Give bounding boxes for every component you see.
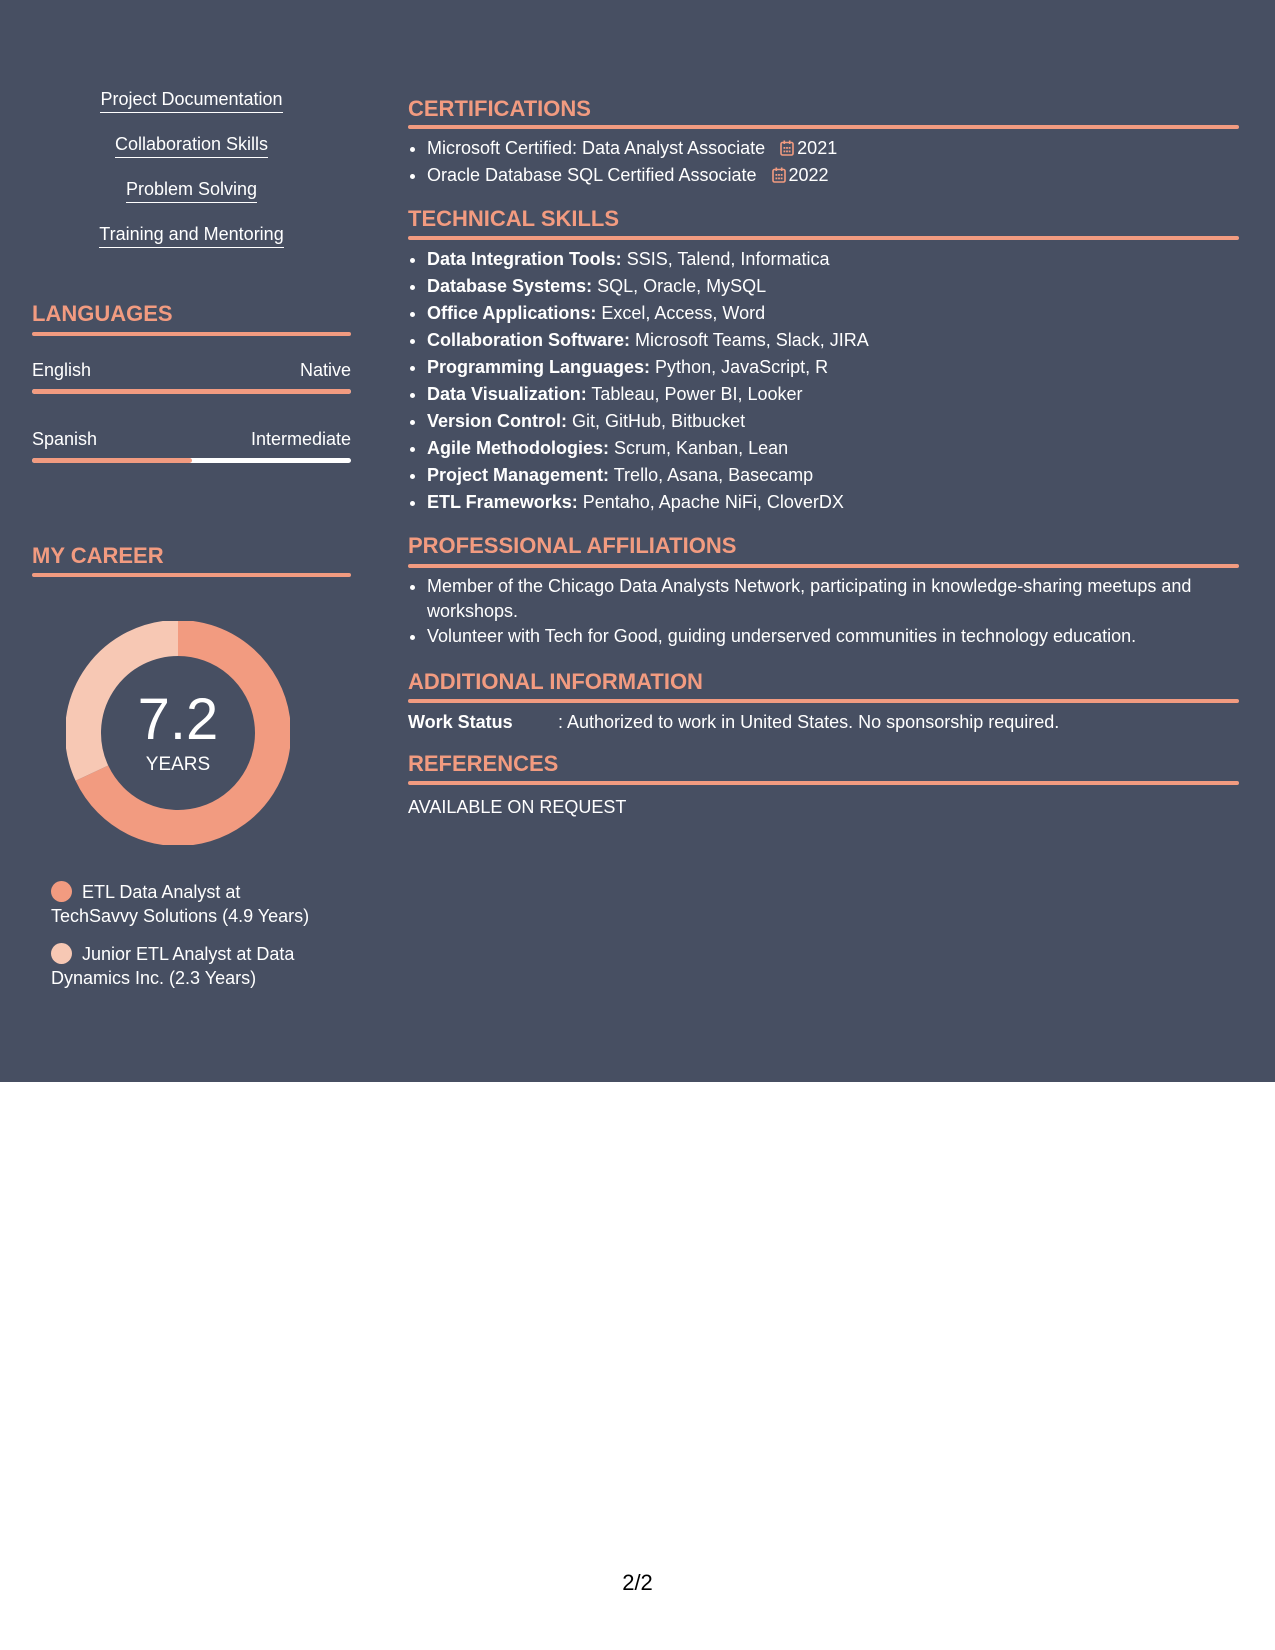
certifications-heading: CERTIFICATIONS xyxy=(408,96,591,121)
tech-skill-value: Tableau, Power BI, Looker xyxy=(591,384,803,404)
section-rule xyxy=(408,125,1239,129)
language-bar-fill xyxy=(32,458,192,463)
tech-skill-value: Python, JavaScript, R xyxy=(655,357,829,377)
tech-skill-label: Database Systems: xyxy=(427,276,593,296)
certification-year: 2022 xyxy=(788,165,829,185)
affiliation-item: • Member of the Chicago Data Analysts Network, participating in knowledge-sharing meetups and workshops. xyxy=(427,574,1239,624)
section-rule xyxy=(32,573,351,577)
tech-skill-label: Project Management: xyxy=(427,465,610,485)
section-rule xyxy=(408,564,1239,568)
tech-skill-value: SSIS, Talend, Informatica xyxy=(626,249,830,269)
tech-skill-item xyxy=(427,246,1239,273)
skill-tag xyxy=(32,222,351,248)
references-value: AVAILABLE ON REQUEST xyxy=(408,797,627,817)
tech-skill-label: Data Integration Tools: xyxy=(427,249,622,269)
language-name: Spanish xyxy=(32,429,98,449)
tech-skill-value: Trello, Asana, Basecamp xyxy=(613,465,814,485)
work-status-row xyxy=(408,710,1239,734)
career-legend-item xyxy=(51,880,331,928)
language-bar xyxy=(32,458,351,463)
career-total-unit: YEARS xyxy=(145,754,211,775)
tech-skill-item xyxy=(427,300,1239,327)
certification-item xyxy=(427,162,1239,189)
skill-tag-label: Project Documentation xyxy=(100,87,282,113)
tech-skill-item xyxy=(427,354,1239,381)
calendar-icon xyxy=(780,140,794,156)
tech-skill-item xyxy=(427,381,1239,408)
tech-skill-value: Microsoft Teams, Slack, JIRA xyxy=(635,330,869,350)
career-legend-item xyxy=(51,942,331,990)
skill-tag xyxy=(32,87,351,113)
certification-year: 2021 xyxy=(797,138,838,158)
section-rule xyxy=(32,332,351,336)
certifications-list xyxy=(408,135,1239,189)
tech-skill-label: Data Visualization: xyxy=(427,384,587,404)
additional-info-heading: ADDITIONAL INFORMATION xyxy=(408,669,703,694)
skill-tag-label: Problem Solving xyxy=(126,177,257,203)
career-total-years: 7.2 xyxy=(137,687,219,752)
career-legend-label: ETL Data Analyst at TechSavvy Solutions (4.9 Years) xyxy=(51,882,310,926)
skill-tag-label: Collaboration Skills xyxy=(115,132,268,158)
tech-skill-label: Collaboration Software: xyxy=(427,330,631,350)
section-rule xyxy=(408,781,1239,785)
affiliation-item: • Volunteer with Tech for Good, guiding underserved communities in technology education. xyxy=(427,624,1239,649)
tech-skill-item xyxy=(427,462,1239,489)
work-status-label: Work Status xyxy=(408,712,513,732)
tech-skill-label: ETL Frameworks: xyxy=(427,492,578,512)
skill-tag xyxy=(32,177,351,203)
tech-skill-label: Programming Languages: xyxy=(427,357,651,377)
section-rule xyxy=(408,699,1239,703)
tech-skill-item xyxy=(427,489,1239,516)
career-heading: MY CAREER xyxy=(32,543,164,568)
page-number: 2/2 xyxy=(622,1570,653,1595)
tech-skill-label: Version Control: xyxy=(427,411,568,431)
language-level: Native xyxy=(299,360,351,380)
language-bar-fill xyxy=(32,389,351,394)
language-bar xyxy=(32,389,351,394)
certification-item xyxy=(427,135,1239,162)
tech-skill-item xyxy=(427,408,1239,435)
tech-skill-item xyxy=(427,435,1239,462)
work-status-value: : Authorized to work in United States. No sponsorship required. xyxy=(558,712,1060,732)
language-name: English xyxy=(32,360,92,380)
skill-tag-label: Training and Mentoring xyxy=(99,222,283,248)
language-level: Intermediate xyxy=(250,429,351,449)
language-row xyxy=(32,359,351,381)
tech-skill-item xyxy=(427,327,1239,354)
references-heading: REFERENCES xyxy=(408,751,559,776)
technical-skills-list xyxy=(408,246,1239,516)
legend-dot xyxy=(51,943,72,964)
tech-skill-value: SQL, Oracle, MySQL xyxy=(597,276,767,296)
legend-dot xyxy=(51,881,72,902)
affiliations-list xyxy=(408,574,1239,649)
tech-skill-value: Excel, Access, Word xyxy=(601,303,766,323)
skill-tag xyxy=(32,132,351,158)
technical-skills-heading: TECHNICAL SKILLS xyxy=(408,206,620,231)
certification-name: Oracle Database SQL Certified Associate xyxy=(427,165,757,185)
section-rule xyxy=(408,236,1239,240)
career-legend-label: Junior ETL Analyst at Data Dynamics Inc. (2.3 Years) xyxy=(51,944,295,988)
tech-skill-label: Agile Methodologies: xyxy=(427,438,609,458)
tech-skill-item xyxy=(427,273,1239,300)
tech-skill-value: Pentaho, Apache NiFi, CloverDX xyxy=(582,492,844,512)
tech-skill-label: Office Applications: xyxy=(427,303,597,323)
tech-skill-value: Scrum, Kanban, Lean xyxy=(614,438,789,458)
certification-name: Microsoft Certified: Data Analyst Associate xyxy=(427,138,766,158)
language-row xyxy=(32,428,351,450)
calendar-icon xyxy=(772,167,786,183)
affiliations-heading: PROFESSIONAL AFFILIATIONS xyxy=(408,533,737,558)
tech-skill-value: Git, GitHub, Bitbucket xyxy=(572,411,746,431)
languages-heading: LANGUAGES xyxy=(32,301,173,326)
